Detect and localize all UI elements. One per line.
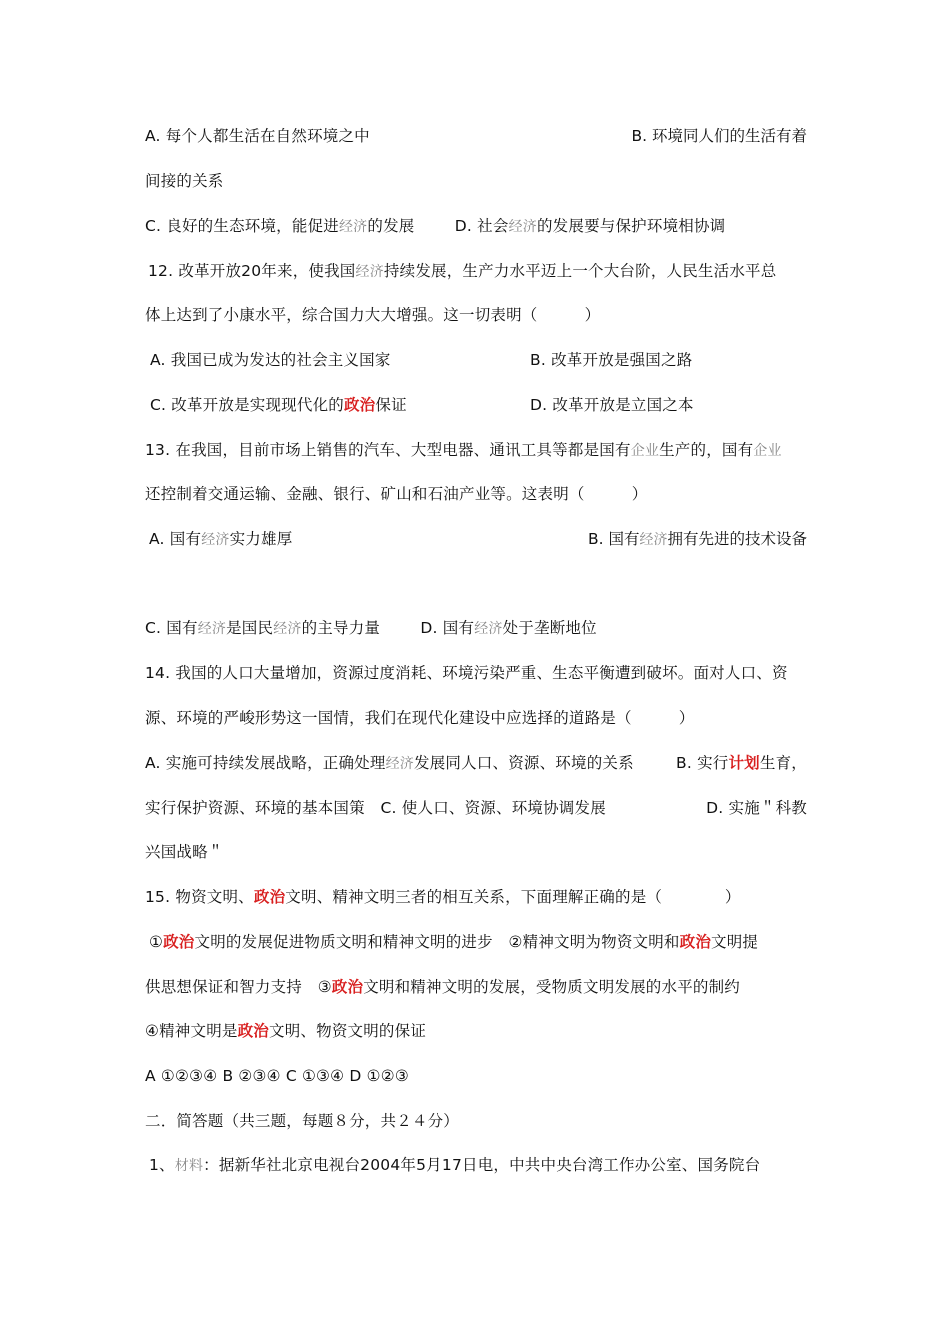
- q14-options-line2: [145, 798, 807, 818]
- q12-option-d: D. 改革开放是立国之本: [530, 396, 694, 414]
- q11-option-c: C. 良好的生态环境，能促进经济的发展: [145, 217, 415, 235]
- q14-option-a: A. 实施可持续发展战略，正确处理经济发展同人口、资源、环境的关系: [145, 754, 634, 772]
- q15-statement-line3: ④精神文明是政治文明、物资文明的保证: [145, 1022, 427, 1040]
- q13-option-b: B. 国有经济拥有先进的技术设备: [587, 530, 807, 548]
- q11-options-c-d: [145, 216, 807, 237]
- q15-stem: 15. 物资文明、政治文明、精神文明三者的相互关系，下面理解正确的是（ ）: [145, 888, 741, 906]
- q14-option-d-continued: 兴国战略＂: [145, 843, 224, 861]
- q12-option-b: B. 改革开放是强国之路: [530, 351, 693, 369]
- q12-stem-line1: 12. 改革开放20年来，使我国经济持续发展，生产力水平迈上一个大台阶，人民生活水平总: [148, 262, 777, 280]
- q13-stem-line1: 13. 在我国，目前市场上销售的汽车、大型电器、通讯工具等都是国有企业生产的，国有企业: [145, 441, 782, 459]
- q13-option-c: C. 国有经济是国民经济的主导力量: [145, 619, 381, 637]
- q12-option-c: C. 改革开放是实现现代化的政治保证: [150, 396, 407, 414]
- section2-item1: 1、材料：据新华社北京电视台2004年5月17日电，中共中央台湾工作办公室、国务院台: [149, 1156, 761, 1174]
- q13-option-a: A. 国有经济实力雄厚: [149, 530, 293, 548]
- q12-option-a: A. 我国已成为发达的社会主义国家: [150, 351, 391, 369]
- q13-stem-line2: 还控制着交通运输、金融、银行、矿山和石油产业等。这表明（ ）: [145, 485, 648, 503]
- q15-statement-line2: 供思想保证和智力支持 ③政治文明和精神文明的发展，受物质文明发展的水平的制约: [145, 978, 741, 996]
- q14-options-line1: [145, 753, 807, 774]
- q11-option-b: B. 环境同人们的生活有着: [631, 127, 807, 145]
- q13-options-c-d: [145, 618, 807, 639]
- q12-stem-line2: 体上达到了小康水平，综合国力大大增强。这一切表明（ ）: [145, 306, 601, 324]
- q14-option-b: B. 实行计划生育，: [675, 754, 807, 772]
- q14-stem-line1: 14. 我国的人口大量增加，资源过度消耗、环境污染严重、生态平衡遭到破坏。面对人口、资: [145, 664, 788, 682]
- q14-option-b-continued: 实行保护资源、环境的基本国策: [145, 799, 365, 817]
- q11-option-d: D. 社会经济的发展要与保护环境相协调: [454, 217, 726, 235]
- q14-stem-line2: 源、环境的严峻形势这一国情，我们在现代化建设中应选择的道路是（ ）: [145, 709, 695, 727]
- q11-option-b-continued: 间接的关系: [145, 172, 224, 190]
- q13-option-d: D. 国有经济处于垄断地位: [420, 619, 597, 637]
- q15-statement-line1: ①政治文明的发展促进物质文明和精神文明的进步 ②精神文明为物资文明和政治文明提: [149, 933, 759, 951]
- q15-answer-options: A ①②③④ B ②③④ C ①③④ D ①②③: [145, 1067, 409, 1085]
- q14-option-c: C. 使人口、资源、环境协调发展: [380, 799, 606, 817]
- q11-option-a: A. 每个人都生活在自然环境之中: [145, 127, 370, 145]
- q14-option-d: D. 实施＂科教: [706, 799, 807, 817]
- section2-heading: 二．简答题（共三题，每题８分，共２４分）: [145, 1112, 460, 1130]
